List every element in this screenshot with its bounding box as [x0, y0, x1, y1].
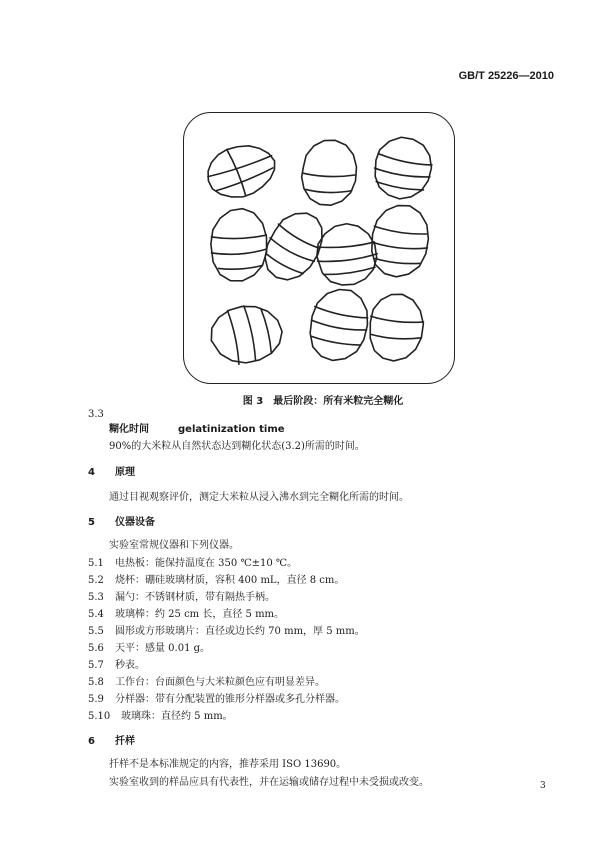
- list-item: 玻璃珠：直径约 5 mm。: [121, 711, 233, 722]
- figure-caption: 图 3 最后阶段：所有米粒完全糊化: [242, 396, 404, 407]
- term-en: gelatinization time: [178, 424, 285, 435]
- item-number: 5.5: [88, 626, 104, 637]
- list-item: 工作台：台面颜色与大米粒颜色应有明显差异。: [115, 677, 325, 688]
- rice-grain: [368, 202, 431, 279]
- rice-grain: [209, 207, 270, 283]
- rice-grain: [368, 292, 426, 363]
- rice-grains-illustration: [184, 113, 455, 384]
- list-item: 烧杯：硼硅玻璃材质，容积 400 mL，直径 8 cm。: [115, 575, 345, 586]
- section-title: 原理: [115, 467, 135, 478]
- list-item: 玻璃棒：约 25 cm 长，直径 5 mm。: [115, 609, 285, 620]
- list-item: 电热板：能保持温度在 350 ℃±10 ℃。: [115, 558, 298, 569]
- item-number: 5.3: [88, 592, 104, 603]
- section-number: 3.3: [88, 409, 104, 420]
- section-title: 仪器设备: [115, 517, 155, 528]
- section-number: 6: [88, 736, 95, 747]
- list-item: 漏勺：不锈钢材质，带有隔热手柄。: [115, 592, 275, 603]
- rice-grain: [200, 136, 282, 207]
- rice-grain: [206, 299, 287, 369]
- rice-grain: [313, 220, 381, 289]
- item-number: 5.4: [88, 609, 104, 620]
- section-number: 5: [88, 517, 95, 528]
- item-number: 5.6: [88, 643, 104, 654]
- standard-code: GB/T 25226—2010: [458, 70, 554, 82]
- item-number: 5.2: [88, 575, 104, 586]
- rice-grain: [370, 134, 436, 204]
- list-item: 分样器：带有分配装置的锥形分样器或多孔分样器。: [115, 694, 345, 705]
- rice-grain: [305, 285, 373, 366]
- rice-grain: [300, 138, 358, 207]
- list-item: 秒表。: [115, 660, 145, 671]
- item-number: 5.8: [88, 677, 104, 688]
- section-number: 4: [88, 467, 95, 478]
- page-number: 3: [540, 781, 546, 791]
- paragraph: 扦样不是本标准规定的内容，推荐采用 ISO 13690。: [109, 759, 347, 770]
- paragraph: 实验室常规仪器和下列仪器。: [109, 540, 239, 551]
- item-number: 5.1: [88, 558, 104, 569]
- list-item: 圆形或方形玻璃片：直径或边长约 70 mm，厚 5 mm。: [115, 626, 365, 637]
- paragraph: 实验室收到的样品应具有代表性，并在运输或储存过程中未受损或改变。: [109, 777, 429, 788]
- list-item: 天平：感量 0.01 g。: [115, 643, 211, 654]
- item-number: 5.9: [88, 694, 104, 705]
- term-cn: 糊化时间: [109, 424, 149, 435]
- item-number: 5.10: [88, 711, 111, 722]
- paragraph: 通过目视观察评价，测定大米粒从浸入沸水到完全糊化所需的时间。: [109, 492, 409, 503]
- term-definition: 90%的大米粒从自然状态达到糊化状态(3.2)所需的时间。: [109, 441, 365, 452]
- figure-frame: [183, 112, 455, 384]
- section-title: 扦样: [115, 736, 135, 747]
- item-number: 5.7: [88, 660, 104, 671]
